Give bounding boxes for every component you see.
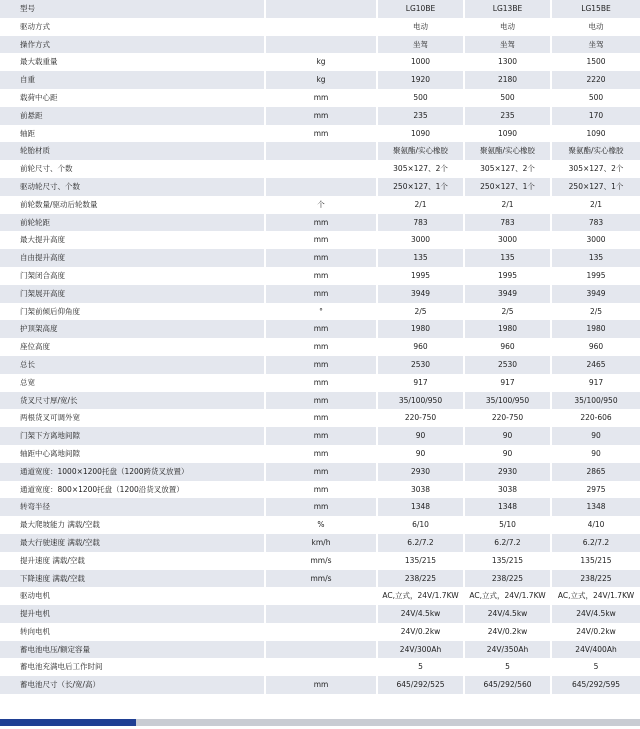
cell-unit (266, 658, 378, 676)
cell-lg10be: 305×127、2个 (378, 160, 465, 178)
cell-lg13be: 250×127、1个 (465, 178, 552, 196)
cell-lg13be: 2/5 (465, 303, 552, 321)
cell-label: 两根货叉可调外宽 (0, 409, 266, 427)
cell-label: 自由提升高度 (0, 249, 266, 267)
spec-row (0, 516, 640, 534)
cell-unit: kg (266, 53, 378, 71)
cell-lg15be: 90 (552, 427, 640, 445)
spec-row (0, 71, 640, 89)
spec-row (0, 427, 640, 445)
cell-lg15be: 917 (552, 374, 640, 392)
spec-row (0, 178, 640, 196)
cell-lg15be: 135 (552, 249, 640, 267)
header-lg15be: LG15BE (552, 0, 640, 18)
cell-lg15be: 1500 (552, 53, 640, 71)
cell-lg15be: 250×127、1个 (552, 178, 640, 196)
spec-row (0, 445, 640, 463)
cell-lg13be: 90 (465, 427, 552, 445)
cell-unit: mm (266, 356, 378, 374)
cell-label: 门架前倾后仰角度 (0, 303, 266, 321)
spec-row (0, 196, 640, 214)
cell-lg13be: 305×127、2个 (465, 160, 552, 178)
cell-lg10be: 90 (378, 445, 465, 463)
cell-lg10be: 645/292/525 (378, 676, 465, 694)
spec-row (0, 249, 640, 267)
cell-label: 前轮尺寸、个数 (0, 160, 266, 178)
cell-lg13be: 960 (465, 338, 552, 356)
spec-row (0, 605, 640, 623)
cell-lg13be: 3000 (465, 231, 552, 249)
cell-unit: mm (266, 285, 378, 303)
cell-label: 通道宽度：800×1200托盘（1200沿货叉放置） (0, 481, 266, 499)
cell-lg15be: 2/5 (552, 303, 640, 321)
cell-unit: mm (266, 392, 378, 410)
cell-lg10be: 1980 (378, 320, 465, 338)
cell-lg15be: 170 (552, 107, 640, 125)
cell-lg15be: 500 (552, 89, 640, 107)
cell-lg15be: 4/10 (552, 516, 640, 534)
cell-unit (266, 641, 378, 659)
cell-lg13be: 917 (465, 374, 552, 392)
cell-lg10be: 220-750 (378, 409, 465, 427)
cell-lg13be: 2530 (465, 356, 552, 374)
spec-row (0, 142, 640, 160)
cell-unit: mm (266, 338, 378, 356)
cell-label: 前轮数量/驱动后轮数量 (0, 196, 266, 214)
spec-row (0, 18, 640, 36)
cell-lg15be: 783 (552, 214, 640, 232)
cell-label: 最大爬坡能力 满载/空载 (0, 516, 266, 534)
spec-row (0, 641, 640, 659)
cell-lg13be: 2/1 (465, 196, 552, 214)
cell-lg10be: 500 (378, 89, 465, 107)
cell-label: 门架展开高度 (0, 285, 266, 303)
cell-lg10be: 24V/4.5kw (378, 605, 465, 623)
spec-row (0, 53, 640, 71)
header-label: 型号 (0, 0, 266, 18)
spec-row (0, 107, 640, 125)
cell-lg15be: 24V/400Ah (552, 641, 640, 659)
cell-unit: 个 (266, 196, 378, 214)
cell-label: 护顶架高度 (0, 320, 266, 338)
cell-lg13be: 2180 (465, 71, 552, 89)
spec-row (0, 267, 640, 285)
cell-lg15be: AC,立式，24V/1.7KW (552, 587, 640, 605)
cell-unit (266, 142, 378, 160)
spec-row (0, 214, 640, 232)
spec-row (0, 409, 640, 427)
spec-row (0, 356, 640, 374)
cell-lg10be: 6/10 (378, 516, 465, 534)
cell-lg13be: 235 (465, 107, 552, 125)
cell-unit: mm/s (266, 570, 378, 588)
cell-lg10be: 24V/0.2kw (378, 623, 465, 641)
cell-lg15be: 1995 (552, 267, 640, 285)
cell-unit: mm (266, 267, 378, 285)
cell-lg10be: 917 (378, 374, 465, 392)
cell-lg10be: 坐驾 (378, 36, 465, 54)
cell-lg10be: 238/225 (378, 570, 465, 588)
cell-unit: mm (266, 231, 378, 249)
cell-label: 门架闭合高度 (0, 267, 266, 285)
cell-lg10be: 1995 (378, 267, 465, 285)
header-row (0, 0, 640, 18)
cell-lg10be: 1348 (378, 498, 465, 516)
cell-lg13be: 1300 (465, 53, 552, 71)
cell-lg15be: 1090 (552, 125, 640, 143)
cell-unit: mm (266, 249, 378, 267)
cell-lg10be: 90 (378, 427, 465, 445)
cell-lg13be: 24V/0.2kw (465, 623, 552, 641)
cell-lg13be: 135/215 (465, 552, 552, 570)
spec-row (0, 125, 640, 143)
cell-lg10be: 1920 (378, 71, 465, 89)
cell-lg15be: 24V/0.2kw (552, 623, 640, 641)
cell-lg10be: 783 (378, 214, 465, 232)
footer-bar (0, 719, 640, 726)
cell-lg13be: 1090 (465, 125, 552, 143)
cell-unit: mm (266, 320, 378, 338)
cell-lg10be: 235 (378, 107, 465, 125)
cell-lg13be: 24V/4.5kw (465, 605, 552, 623)
spec-row (0, 498, 640, 516)
spec-row (0, 160, 640, 178)
cell-lg15be: 1348 (552, 498, 640, 516)
cell-lg15be: 238/225 (552, 570, 640, 588)
cell-unit (266, 623, 378, 641)
cell-lg13be: 坐驾 (465, 36, 552, 54)
cell-lg10be: 3949 (378, 285, 465, 303)
spec-row (0, 89, 640, 107)
spec-row (0, 481, 640, 499)
spec-row (0, 570, 640, 588)
cell-unit: mm (266, 445, 378, 463)
cell-lg15be: 3000 (552, 231, 640, 249)
cell-label: 驱动方式 (0, 18, 266, 36)
cell-label: 通道宽度：1000×1200托盘（1200跨货叉放置） (0, 463, 266, 481)
cell-lg13be: 3949 (465, 285, 552, 303)
cell-lg10be: 2930 (378, 463, 465, 481)
cell-label: 驱动轮尺寸、个数 (0, 178, 266, 196)
spec-row (0, 285, 640, 303)
cell-label: 自重 (0, 71, 266, 89)
cell-lg13be: 1348 (465, 498, 552, 516)
cell-lg13be: 1980 (465, 320, 552, 338)
cell-unit: kg (266, 71, 378, 89)
cell-unit: km/h (266, 534, 378, 552)
spec-row (0, 658, 640, 676)
cell-unit: mm (266, 676, 378, 694)
cell-unit: mm (266, 374, 378, 392)
cell-unit: mm (266, 409, 378, 427)
cell-lg10be: 6.2/7.2 (378, 534, 465, 552)
cell-unit (266, 18, 378, 36)
cell-lg10be: 3038 (378, 481, 465, 499)
spec-row (0, 320, 640, 338)
cell-lg15be: 35/100/950 (552, 392, 640, 410)
cell-lg13be: 聚氨酯/实心橡胶 (465, 142, 552, 160)
cell-unit (266, 605, 378, 623)
cell-unit: mm (266, 427, 378, 445)
cell-lg10be: 135/215 (378, 552, 465, 570)
cell-lg15be: 90 (552, 445, 640, 463)
cell-label: 门架下方离地间隙 (0, 427, 266, 445)
cell-lg15be: 5 (552, 658, 640, 676)
footer-accent-bar (0, 719, 136, 726)
cell-label: 蓄电池电压/额定容量 (0, 641, 266, 659)
cell-lg10be: 135 (378, 249, 465, 267)
cell-lg13be: 5/10 (465, 516, 552, 534)
header-lg10be: LG10BE (378, 0, 465, 18)
cell-unit: mm (266, 498, 378, 516)
spec-row (0, 587, 640, 605)
cell-label: 货叉尺寸厚/宽/长 (0, 392, 266, 410)
spec-row (0, 338, 640, 356)
cell-lg10be: 2530 (378, 356, 465, 374)
cell-lg13be: 238/225 (465, 570, 552, 588)
cell-label: 前轮轮距 (0, 214, 266, 232)
cell-lg10be: 1000 (378, 53, 465, 71)
cell-lg15be: 2220 (552, 71, 640, 89)
cell-lg13be: 35/100/950 (465, 392, 552, 410)
cell-lg10be: 960 (378, 338, 465, 356)
cell-lg15be: 6.2/7.2 (552, 534, 640, 552)
cell-label: 操作方式 (0, 36, 266, 54)
cell-lg10be: 电动 (378, 18, 465, 36)
cell-unit: mm/s (266, 552, 378, 570)
cell-lg10be: 聚氨酯/实心橡胶 (378, 142, 465, 160)
cell-lg15be: 135/215 (552, 552, 640, 570)
spec-row (0, 231, 640, 249)
cell-label: 提升电机 (0, 605, 266, 623)
cell-lg13be: 电动 (465, 18, 552, 36)
cell-unit: mm (266, 463, 378, 481)
cell-unit: mm (266, 481, 378, 499)
cell-unit: ° (266, 303, 378, 321)
cell-lg10be: 3000 (378, 231, 465, 249)
cell-label: 座位高度 (0, 338, 266, 356)
cell-lg15be: 2865 (552, 463, 640, 481)
cell-label: 轴距中心离地间隙 (0, 445, 266, 463)
cell-lg15be: 坐驾 (552, 36, 640, 54)
cell-lg13be: 90 (465, 445, 552, 463)
cell-lg10be: 5 (378, 658, 465, 676)
cell-lg15be: 645/292/595 (552, 676, 640, 694)
cell-label: 最大行驶速度 满载/空载 (0, 534, 266, 552)
spec-row (0, 392, 640, 410)
spec-row (0, 676, 640, 694)
cell-label: 提升速度 满载/空载 (0, 552, 266, 570)
cell-unit (266, 36, 378, 54)
cell-label: 前悬距 (0, 107, 266, 125)
cell-lg15be: 电动 (552, 18, 640, 36)
cell-lg10be: 2/1 (378, 196, 465, 214)
spec-row (0, 623, 640, 641)
cell-lg13be: 783 (465, 214, 552, 232)
cell-unit: mm (266, 89, 378, 107)
cell-label: 蓄电池尺寸（长/宽/高） (0, 676, 266, 694)
cell-unit: % (266, 516, 378, 534)
cell-label: 转弯半径 (0, 498, 266, 516)
cell-lg15be: 305×127、2个 (552, 160, 640, 178)
cell-unit: mm (266, 125, 378, 143)
cell-unit (266, 160, 378, 178)
cell-label: 总宽 (0, 374, 266, 392)
spec-row (0, 463, 640, 481)
cell-lg13be: AC,立式，24V/1.7KW (465, 587, 552, 605)
spec-row (0, 303, 640, 321)
cell-lg15be: 2975 (552, 481, 640, 499)
cell-label: 最大载重量 (0, 53, 266, 71)
cell-lg10be: 250×127、1个 (378, 178, 465, 196)
header-unit (266, 0, 378, 18)
spec-row (0, 552, 640, 570)
cell-lg15be: 2465 (552, 356, 640, 374)
cell-lg10be: 24V/300Ah (378, 641, 465, 659)
cell-lg13be: 220-750 (465, 409, 552, 427)
cell-lg10be: AC,立式，24V/1.7KW (378, 587, 465, 605)
cell-unit (266, 178, 378, 196)
spec-row (0, 374, 640, 392)
cell-lg13be: 5 (465, 658, 552, 676)
cell-lg15be: 220-606 (552, 409, 640, 427)
cell-label: 总长 (0, 356, 266, 374)
cell-label: 轴距 (0, 125, 266, 143)
cell-lg13be: 2930 (465, 463, 552, 481)
cell-lg15be: 1980 (552, 320, 640, 338)
cell-lg13be: 645/292/560 (465, 676, 552, 694)
header-lg13be: LG13BE (465, 0, 552, 18)
cell-label: 轮胎材质 (0, 142, 266, 160)
cell-label: 载荷中心距 (0, 89, 266, 107)
cell-label: 转向电机 (0, 623, 266, 641)
cell-label: 最大提升高度 (0, 231, 266, 249)
cell-lg13be: 6.2/7.2 (465, 534, 552, 552)
cell-lg10be: 1090 (378, 125, 465, 143)
cell-lg10be: 35/100/950 (378, 392, 465, 410)
cell-lg15be: 2/1 (552, 196, 640, 214)
cell-unit (266, 587, 378, 605)
cell-lg13be: 24V/350Ah (465, 641, 552, 659)
spec-row (0, 36, 640, 54)
cell-lg15be: 960 (552, 338, 640, 356)
cell-unit: mm (266, 214, 378, 232)
cell-unit: mm (266, 107, 378, 125)
cell-lg10be: 2/5 (378, 303, 465, 321)
cell-label: 驱动电机 (0, 587, 266, 605)
spec-row (0, 534, 640, 552)
cell-lg13be: 135 (465, 249, 552, 267)
cell-lg13be: 1995 (465, 267, 552, 285)
cell-label: 蓄电池充满电后工作时间 (0, 658, 266, 676)
cell-label: 下降速度 满载/空载 (0, 570, 266, 588)
cell-lg15be: 3949 (552, 285, 640, 303)
cell-lg15be: 聚氨酯/实心橡胶 (552, 142, 640, 160)
cell-lg13be: 3038 (465, 481, 552, 499)
cell-lg13be: 500 (465, 89, 552, 107)
cell-lg15be: 24V/4.5kw (552, 605, 640, 623)
